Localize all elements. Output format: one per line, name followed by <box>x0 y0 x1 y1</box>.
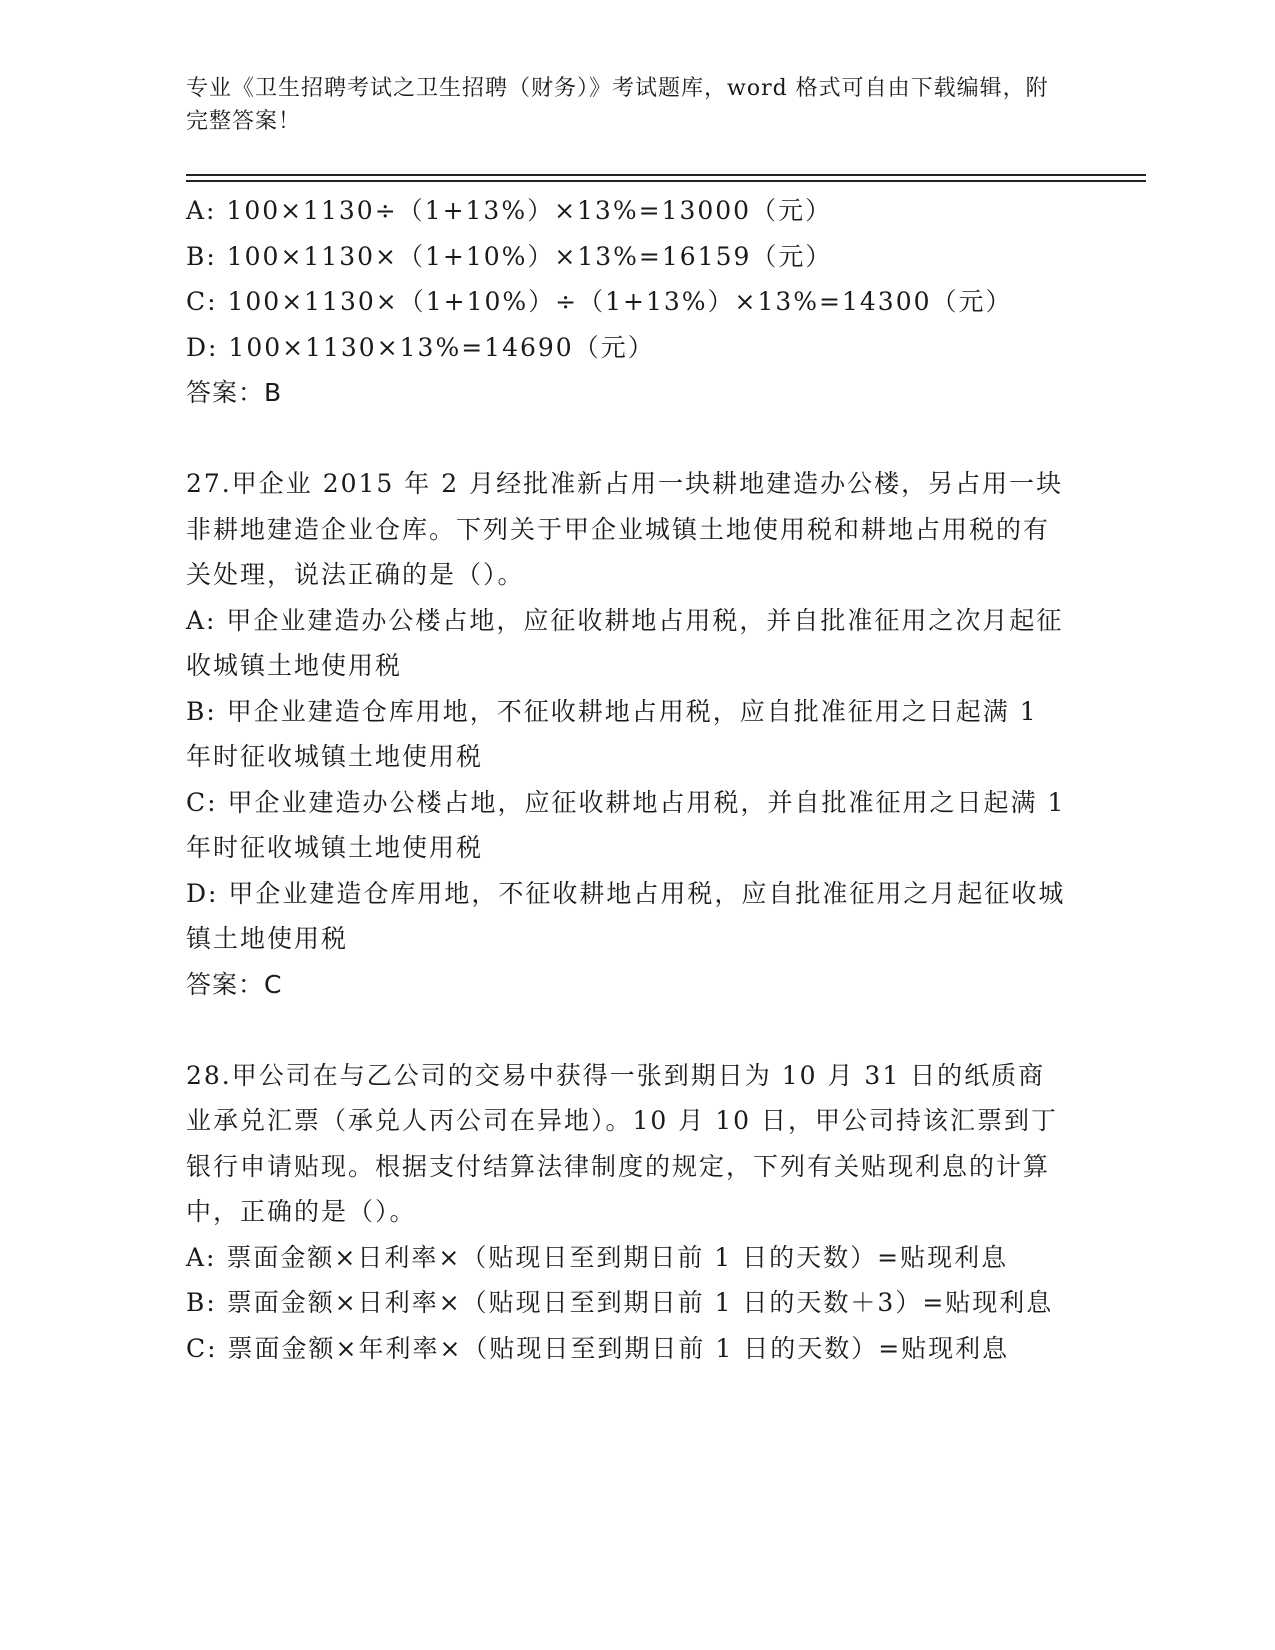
document-body <box>186 188 1076 1371</box>
document-header: 专业《卫生招聘考试之卫生招聘（财务）》考试题库，word 格式可自由下载编辑，附完整答案！ <box>186 76 1049 134</box>
question-26-block <box>186 188 1066 416</box>
q27-option-b: B: 甲企业建造仓库用地，不征收耕地占用税，应自批准征用之日起满 1 年时征收城镇土地使用税 <box>186 696 1048 771</box>
q28-stem: 28.甲公司在与乙公司的交易中获得一张到期日为 10 月 31 日的纸质商业承兑汇票（承兑人丙公司在异地）。10 月 10 日，甲公司持该汇票到丁银行申请贴现。根据支付结算法律制度的规定，下列有关贴现利息的计算中，正确的是（）。 <box>186 1060 1058 1226</box>
q26-option-b: B: 100×1130×（1+10%）×13%=16159（元） <box>186 241 833 271</box>
header-divider-bottom <box>186 180 1146 182</box>
q27-option-d: D: 甲企业建造仓库用地，不征收耕地占用税，应自批准征用之月起征收城镇土地使用税 <box>186 878 1066 953</box>
q28-option-b: B: 票面金额×日利率×（贴现日至到期日前 1 日的天数＋3）=贴现利息 <box>186 1288 1054 1317</box>
q28-option-c: C: 票面金额×年利率×（贴现日至到期日前 1 日的天数）=贴现利息 <box>186 1333 1010 1363</box>
question-27-block <box>186 461 1076 1007</box>
q27-option-a: A: 甲企业建造办公楼占地，应征收耕地占用税，并自批准征用之次月起征收城镇土地使用税 <box>186 605 1064 680</box>
q26-answer: 答案：B <box>186 378 283 407</box>
spacer <box>186 416 1066 462</box>
q27-option-c: C: 甲企业建造办公楼占地，应征收耕地占用税，并自批准征用之日起满 1 年时征收城镇土地使用税 <box>186 787 1076 862</box>
question-28-block <box>186 1053 1066 1372</box>
q28-option-a: A: 票面金额×日利率×（贴现日至到期日前 1 日的天数）=贴现利息 <box>186 1242 1009 1272</box>
q26-option-d: D: 100×1130×13%=14690（元） <box>186 332 655 362</box>
q27-answer: 答案：C <box>186 969 283 999</box>
q26-option-a: A: 100×1130÷（1+13%）×13%=13000（元） <box>186 196 833 225</box>
header-divider-top <box>186 174 1146 176</box>
q27-stem: 27.甲企业 2015 年 2 月经批准新占用一块耕地建造办公楼，另占用一块非耕地建造企业仓库。下列关于甲企业城镇土地使用税和耕地占用税的有关处理，说法正确的是（）。 <box>186 469 1064 589</box>
q26-option-c: C: 100×1130×（1+10%）÷（1+13%）×13%=14300（元） <box>186 287 1013 316</box>
spacer <box>186 1007 1066 1053</box>
